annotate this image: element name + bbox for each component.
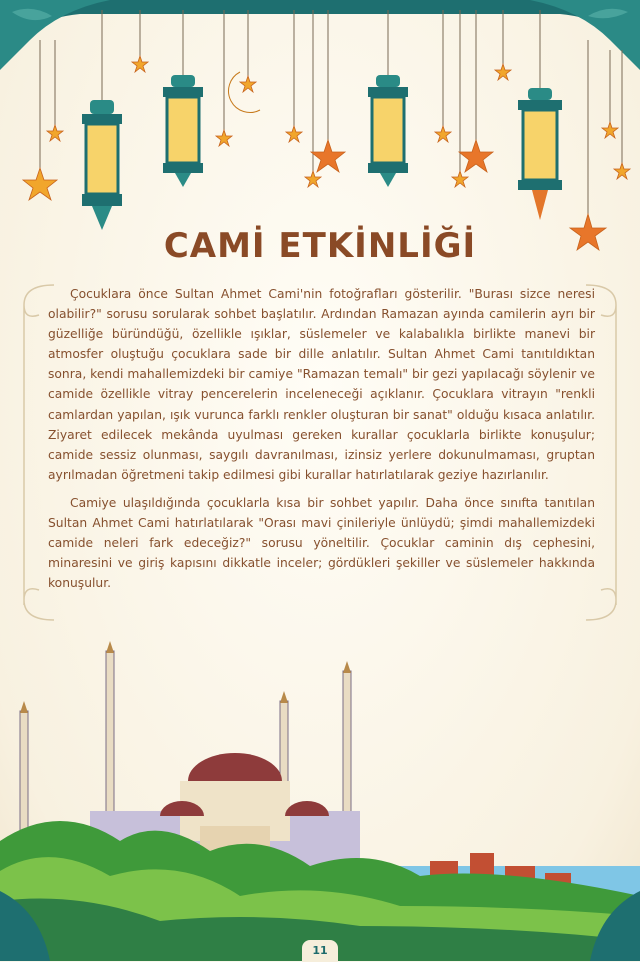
- paragraph: Çocuklara önce Sultan Ahmet Cami'nin fotoğrafları gösterilir. "Burası sizce neresi olabilir?" sorusu sorularak sohbet başlatılır. Ardından Ramazan ayında camilerin ayrı bir güzelliğe büründüğü, özellikle ışıklar, süslemeler ve kalabalıkla birlikte manevi bir atmosfer oluştuğu çocuklara sade bir dille anlatılır. Sultan Ahmet Cami tanıtıldıktan sonra, kendi mahallemizdeki bir camiye "Ramazan temalı" bir gezi yapılacağı söylenir ve camide özellikle vitray pencerelerin inceleneceği açıklanır. Çocuklara vitrayın "renkli camlardan yapılan, ışık vurunca farklı renkler oluşturan bir sanat" olduğu kısaca anlatılır. Ziyaret edilecek mekânda uyulması gereken kurallar çocuklarla birlikte konuşulur; camide sessiz olunması, saygılı davranılması, izinsiz yerlere dokunulmaması, gruptan ayrılmadan öğretmeni takip edilmesi gibi kurallar hatırlatılarak geziye hazırlanılır.: [48, 287, 595, 482]
- page-number: 11: [302, 940, 338, 962]
- page-title: CAMİ ETKİNLİĞİ: [163, 226, 477, 266]
- mosque-city-illustration: [0, 641, 640, 961]
- paragraph: Camiye ulaşıldığında çocuklarla kısa bir sohbet yapılır. Daha önce sınıfta tanıtılan Sultan Ahmet Cami hatırlatılarak "Orası mavi çinileriyle ünlüydü; şimdi mahallemizdeki camide neleri fark edeceğiz?" sorusu yöneltilir. Çocuklar caminin dış cephesini, minaresini ve giriş kapısını dikkatle inceler; gördükleri şekiller ve süslemeler hakkında konuşulur.: [48, 495, 595, 591]
- body-text: [48, 284, 595, 601]
